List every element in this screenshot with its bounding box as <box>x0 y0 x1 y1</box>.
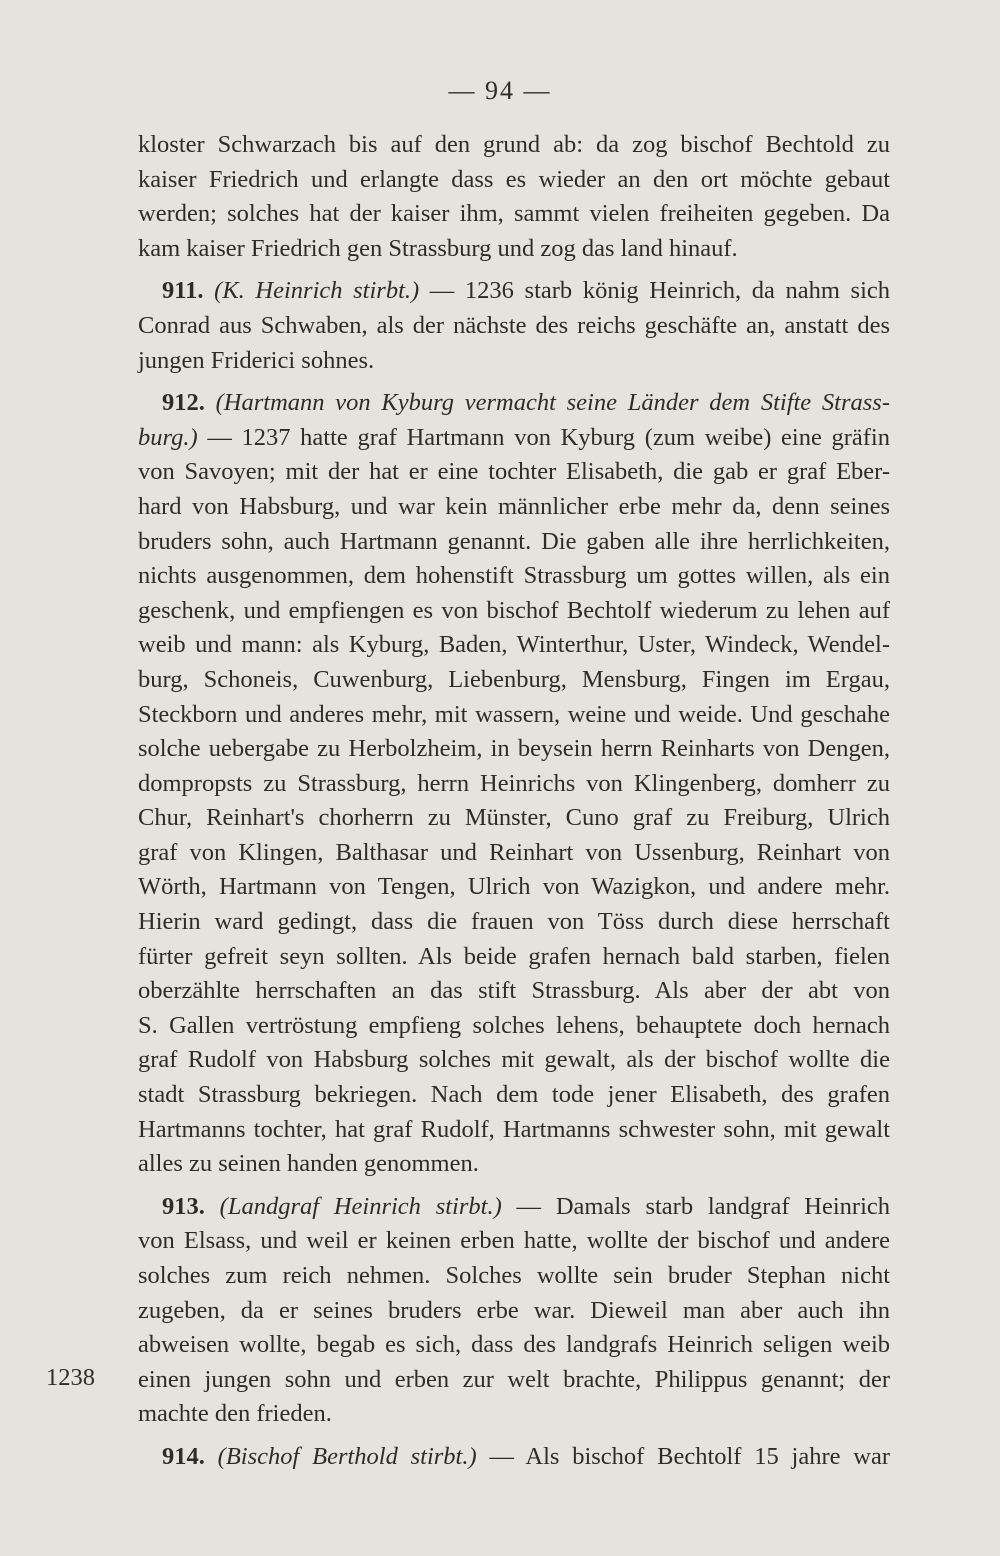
text-line: Wörth, Hartmann von Tengen, Ulrich von Wazigkon, und andere mehr. <box>138 873 890 901</box>
entry-text: — 1236 starb könig Heinrich, da nahm sich <box>419 277 890 305</box>
entry-text: — Als bischof Bechtolf 15 jahre war <box>476 1442 891 1470</box>
text-line: von Savoyen; mit der hat er eine tochter Elisabeth, die gab er graf Eber- <box>138 458 890 486</box>
text-line: dompropsts zu Strassburg, herrn Heinrichs von Klingenberg, domherr zu <box>138 769 890 797</box>
entry-title: (Landgraf Heinrich stirbt.) <box>219 1192 502 1220</box>
body-text <box>138 128 890 1475</box>
entry-title: (Bischof Berthold stirbt.) <box>217 1442 477 1470</box>
entry-text: — 1237 hatte graf Hartmann von Kyburg (zum weibe) eine gräfin <box>197 423 890 451</box>
entry-title: (Hartmann von Kyburg vermacht seine Länder dem Stifte Strass- <box>215 389 890 417</box>
text-line: von Elsass, und weil er keinen erben hatte, wollte der bischof und andere <box>138 1227 890 1255</box>
entry-text: — Damals starb landgraf Heinrich <box>501 1192 890 1220</box>
text-line: S. Gallen vertröstung empfieng solches lehens, behauptete doch hernach <box>138 1011 890 1039</box>
page-number: — 94 — <box>448 76 552 105</box>
text-line: solche uebergabe zu Herbolzheim, in beysein herrn Reinharts von Dengen, <box>138 735 890 763</box>
text-line: geschenk, und empfiengen es von bischof Bechtolf wiederum zu lehen auf <box>138 596 890 624</box>
text-line: Conrad aus Schwaben, als der nächste des reichs geschäfte an, anstatt des <box>138 311 890 339</box>
text-line: Chur, Reinhart's chorherrn zu Münster, Cuno graf zu Freiburg, Ulrich <box>138 804 890 832</box>
text-line: fürter gefreit seyn sollten. Als beide grafen hernach bald starben, fielen <box>138 942 890 970</box>
text-line: graf von Klingen, Balthasar und Reinhart von Ussenburg, Reinhart von <box>138 838 890 866</box>
text-line: burg, Schoneis, Cuwenburg, Liebenburg, Mensburg, Fingen im Ergau, <box>138 665 890 693</box>
text-line: kam kaiser Friedrich gen Strassburg und zog das land hinauf. <box>138 234 738 262</box>
text-line: kaiser Friedrich und erlangte dass es wieder an den ort möchte gebaut <box>138 165 890 193</box>
entry-number: 912. <box>162 389 205 417</box>
text-line: jungen Friderici sohnes. <box>138 346 375 374</box>
text-line: stadt Strassburg bekriegen. Nach dem tode jener Elisabeth, des grafen <box>138 1081 890 1109</box>
margin-year-note: 1238 <box>46 1364 95 1391</box>
text-line: zugeben, da er seines bruders erbe war. Dieweil man aber auch ihn <box>138 1296 890 1324</box>
entry-912-heading-cont <box>138 421 890 456</box>
text-line: abweisen wollte, begab es sich, dass des landgrafs Heinrich seligen weib <box>138 1331 890 1359</box>
text-line: oberzählte herrschaften an das stift Strassburg. Als aber der abt von <box>138 977 890 1005</box>
text-line: graf Rudolf von Habsburg solches mit gewalt, als der bischof wollte die <box>138 1046 890 1074</box>
text-line: alles zu seinen handen genommen. <box>138 1150 479 1178</box>
text-line: Hierin ward gedingt, dass die frauen von Töss durch diese herrschaft <box>138 908 890 936</box>
text-line: weib und mann: als Kyburg, Baden, Winterthur, Uster, Windeck, Wendel- <box>138 631 890 659</box>
entry-913-heading <box>138 1190 890 1225</box>
text-line: hard von Habsburg, und war kein männlicher erbe mehr da, denn seines <box>138 492 890 520</box>
entry-911-heading <box>138 274 890 309</box>
entry-number: 914. <box>162 1442 205 1470</box>
entry-914-heading <box>138 1440 890 1475</box>
text-line: kloster Schwarzach bis auf den grund ab: da zog bischof Bechtold zu <box>138 131 890 158</box>
text-line: einen jungen sohn und erben zur welt brachte, Philippus genannt; der <box>138 1365 890 1393</box>
text-line: nichts ausgenommen, dem hohenstift Strassburg um gottes willen, als ein <box>138 562 890 590</box>
text-line: Steckborn und anderes mehr, mit wassern, weine und weide. Und geschahe <box>138 700 890 728</box>
entry-number: 913. <box>162 1192 205 1220</box>
entry-912-heading <box>138 386 890 421</box>
text-line: bruders sohn, auch Hartmann genannt. Die gaben alle ihre herrlichkeiten, <box>138 527 890 555</box>
text-line: werden; solches hat der kaiser ihm, sammt vielen freiheiten gegeben. Da <box>138 200 890 228</box>
entry-number: 911. <box>162 277 204 305</box>
entry-title: burg.) <box>138 423 198 451</box>
text-line: solches zum reich nehmen. Solches wollte sein bruder Stephan nicht <box>138 1262 890 1289</box>
text-line: Hartmanns tochter, hat graf Rudolf, Hartmanns schwester sohn, mit gewalt <box>138 1115 890 1143</box>
entry-title: (K. Heinrich stirbt.) <box>214 277 420 305</box>
text-line: machte den frieden. <box>138 1400 332 1428</box>
